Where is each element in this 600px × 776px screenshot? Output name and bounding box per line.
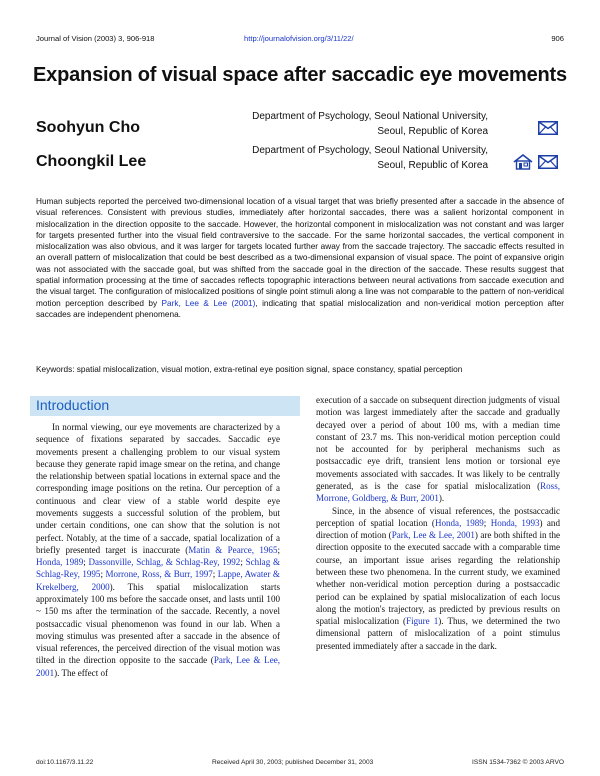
article-url-link[interactable]: http://journalofvision.org/3/11/22/	[244, 34, 354, 43]
affiliation-line: Department of Psychology, Seoul National University,	[252, 111, 488, 122]
abstract	[36, 196, 564, 320]
reference-link[interactable]: Ross, Morrone, Goldberg, & Burr, 2001	[316, 480, 560, 504]
reference-link[interactable]: Dassonville, Schlag, & Schlag-Rey, 1992	[88, 557, 241, 568]
page-number: 906	[551, 34, 564, 43]
footer-doi: doi:10.1167/3.11.22	[36, 759, 94, 766]
affiliation-line: Seoul, Republic of Korea	[377, 160, 488, 171]
affiliation-line: Seoul, Republic of Korea	[377, 126, 488, 137]
text-run: ).	[438, 493, 445, 504]
footer-issn: ISSN 1534-7362 © 2003 ARVO	[472, 759, 564, 766]
text-run: ;	[212, 569, 218, 580]
reference-link[interactable]: Lappe, Awater & Krekelberg, 2000	[36, 569, 280, 592]
abstract-text: , indicating that spatial mislocalization and non-veridical motion perception after saccades are independent phenomena.	[36, 298, 564, 319]
figure-link[interactable]: Figure 1	[406, 616, 439, 627]
text-run: execution of a saccade on subsequent direction judgments of visual motion was largest immediately after the saccade and gradually decayed over a period of about 100 ms, with a median time constant of 23.7 ms. This non-veridical motion perception could not be accounted for by peripheral mechanisms such as postsaccadic eye drift, transient lens motion or torsional eye movements associated with saccades. It was likely to be centrally generated, as is the case for spatial mislocalization (	[316, 395, 560, 491]
homepage-icon[interactable]	[513, 154, 533, 170]
affiliation-line: Department of Psychology, Seoul National University,	[252, 145, 488, 156]
reference-link[interactable]: Park, Lee & Lee, 2001	[36, 655, 281, 678]
text-run: ;	[483, 517, 491, 528]
reference-link[interactable]: Honda, 1989	[434, 517, 484, 528]
author-affiliation	[188, 109, 488, 139]
text-run: ) are both shifted in the direction opposite to the executed saccade with a comparable time course, an important issue arises regarding the relationship between these two phenomena. In the current study, we examined whether non-veridical motion perception during a postsaccadic period can be explained by spatial mislocalization of each locus along the motion's trajectory, as predicted by previous results on spatial mislocalization (	[316, 530, 560, 627]
text-run: In normal viewing, our eye movements are characterized by a sequence of fixations separated by saccades. Saccadic eye movements present a challenging problem to our visual system because they generate rapid image smear on the retina, and change the relationship between spatial locations in external space and the corresponding image positions on the retina. Our perception of a continuous and clear view of a stable world despite eye movements suggests a successful solution of the problem, but under certain conditions, one can show that the solution is not perfect. Notably, at the time of a saccade, spatial localization of a briefly presented target is inaccurate (	[36, 422, 280, 555]
text-run: ). This spatial mislocalization starts approximately 100 ms before the saccade onset, and lasts until 100 ~ 150 ms after the termination of the saccade. Recently, a novel postsaccadic visual phenomenon was found in our lab. When a moving stimulus was presented after a saccade in the absence of visual references, the perceived direction of the visual motion was tilted in the direction opposite to the saccade (	[36, 581, 280, 666]
section-heading-introduction: Introduction	[36, 397, 110, 413]
reference-link[interactable]: Matin & Pearce, 1965	[188, 544, 278, 555]
keywords: Keywords: spatial mislocalization, visual motion, extra-retinal eye position signal, space constancy, spatial perception	[36, 365, 463, 374]
text-run: ;	[240, 557, 246, 568]
footer-dates: Received April 30, 2003; published December 31, 2003	[212, 759, 374, 766]
reference-link[interactable]: Honda, 1989	[36, 557, 84, 568]
text-run: Since, in the absence of visual references, the postsaccadic perception of spatial location (	[316, 505, 560, 528]
paragraph	[316, 394, 560, 505]
text-run: ). Thus, we determined the two dimensional pattern of mislocalization of a point stimulus presented immediately after a saccade in the dark.	[316, 616, 561, 651]
paragraph	[316, 505, 560, 652]
text-run: ;	[83, 557, 89, 568]
article-title: Expansion of visual space after saccadic eye movements	[33, 64, 567, 86]
reference-link[interactable]: Honda, 1993	[490, 517, 540, 528]
author-name: Choongkil Lee	[36, 153, 147, 170]
reference-link[interactable]: Park, Lee & Lee (2001)	[161, 298, 256, 308]
text-run: ;	[100, 569, 106, 580]
abstract-text: Human subjects reported the perceived two-dimensional location of a visual target that was briefly presented after a saccade in the absence of visual references. Consistent with previous studies, immediately after horizontal saccades, there was a salient horizontal component in mislocalization in the direction opposite to the saccade. However, the horizontal component in mislocalization was not constant and was larger for targets presented further into the visual field contraversive to the saccade. For the same horizontal saccades, the vertical component in mislocalization was also obvious, and it was larger for targets located further away from the saccade trajectory. The saccadic effects resulted in an overall pattern of mislocalization that could be best described as a two-dimensional expansion of visual space. The point of expansive origin was not associated with the saccade goal, but was shifted from the saccade goal in the direction of the saccade. These results suggest that spatial information processing at the time of saccades reflects topographic interactions between neural activations from saccade execution and the visual target. The configuration of mislocalized positions of single point stimuli along a line was not comparable to the pattern of non-veridical motion perception described by	[36, 197, 564, 308]
reference-link[interactable]: Morrone, Ross, & Burr, 1997	[105, 569, 213, 580]
reference-link[interactable]: Schlag & Schlag-Rey, 1995	[36, 557, 280, 580]
email-icon[interactable]	[538, 155, 558, 169]
intro-left-column	[36, 421, 280, 679]
text-run: ) and direction of motion (	[316, 517, 560, 541]
reference-link[interactable]: Park, Lee & Lee, 2001	[391, 530, 475, 541]
author-affiliation	[188, 143, 488, 173]
paragraph	[36, 421, 280, 679]
email-icon[interactable]	[538, 121, 558, 135]
text-run: ;	[277, 544, 280, 555]
intro-right-column	[316, 394, 560, 652]
author-name: Soohyun Cho	[36, 119, 140, 136]
journal-citation: Journal of Vision (2003) 3, 906-918	[36, 34, 155, 43]
text-run: ). The effect of	[54, 667, 109, 678]
